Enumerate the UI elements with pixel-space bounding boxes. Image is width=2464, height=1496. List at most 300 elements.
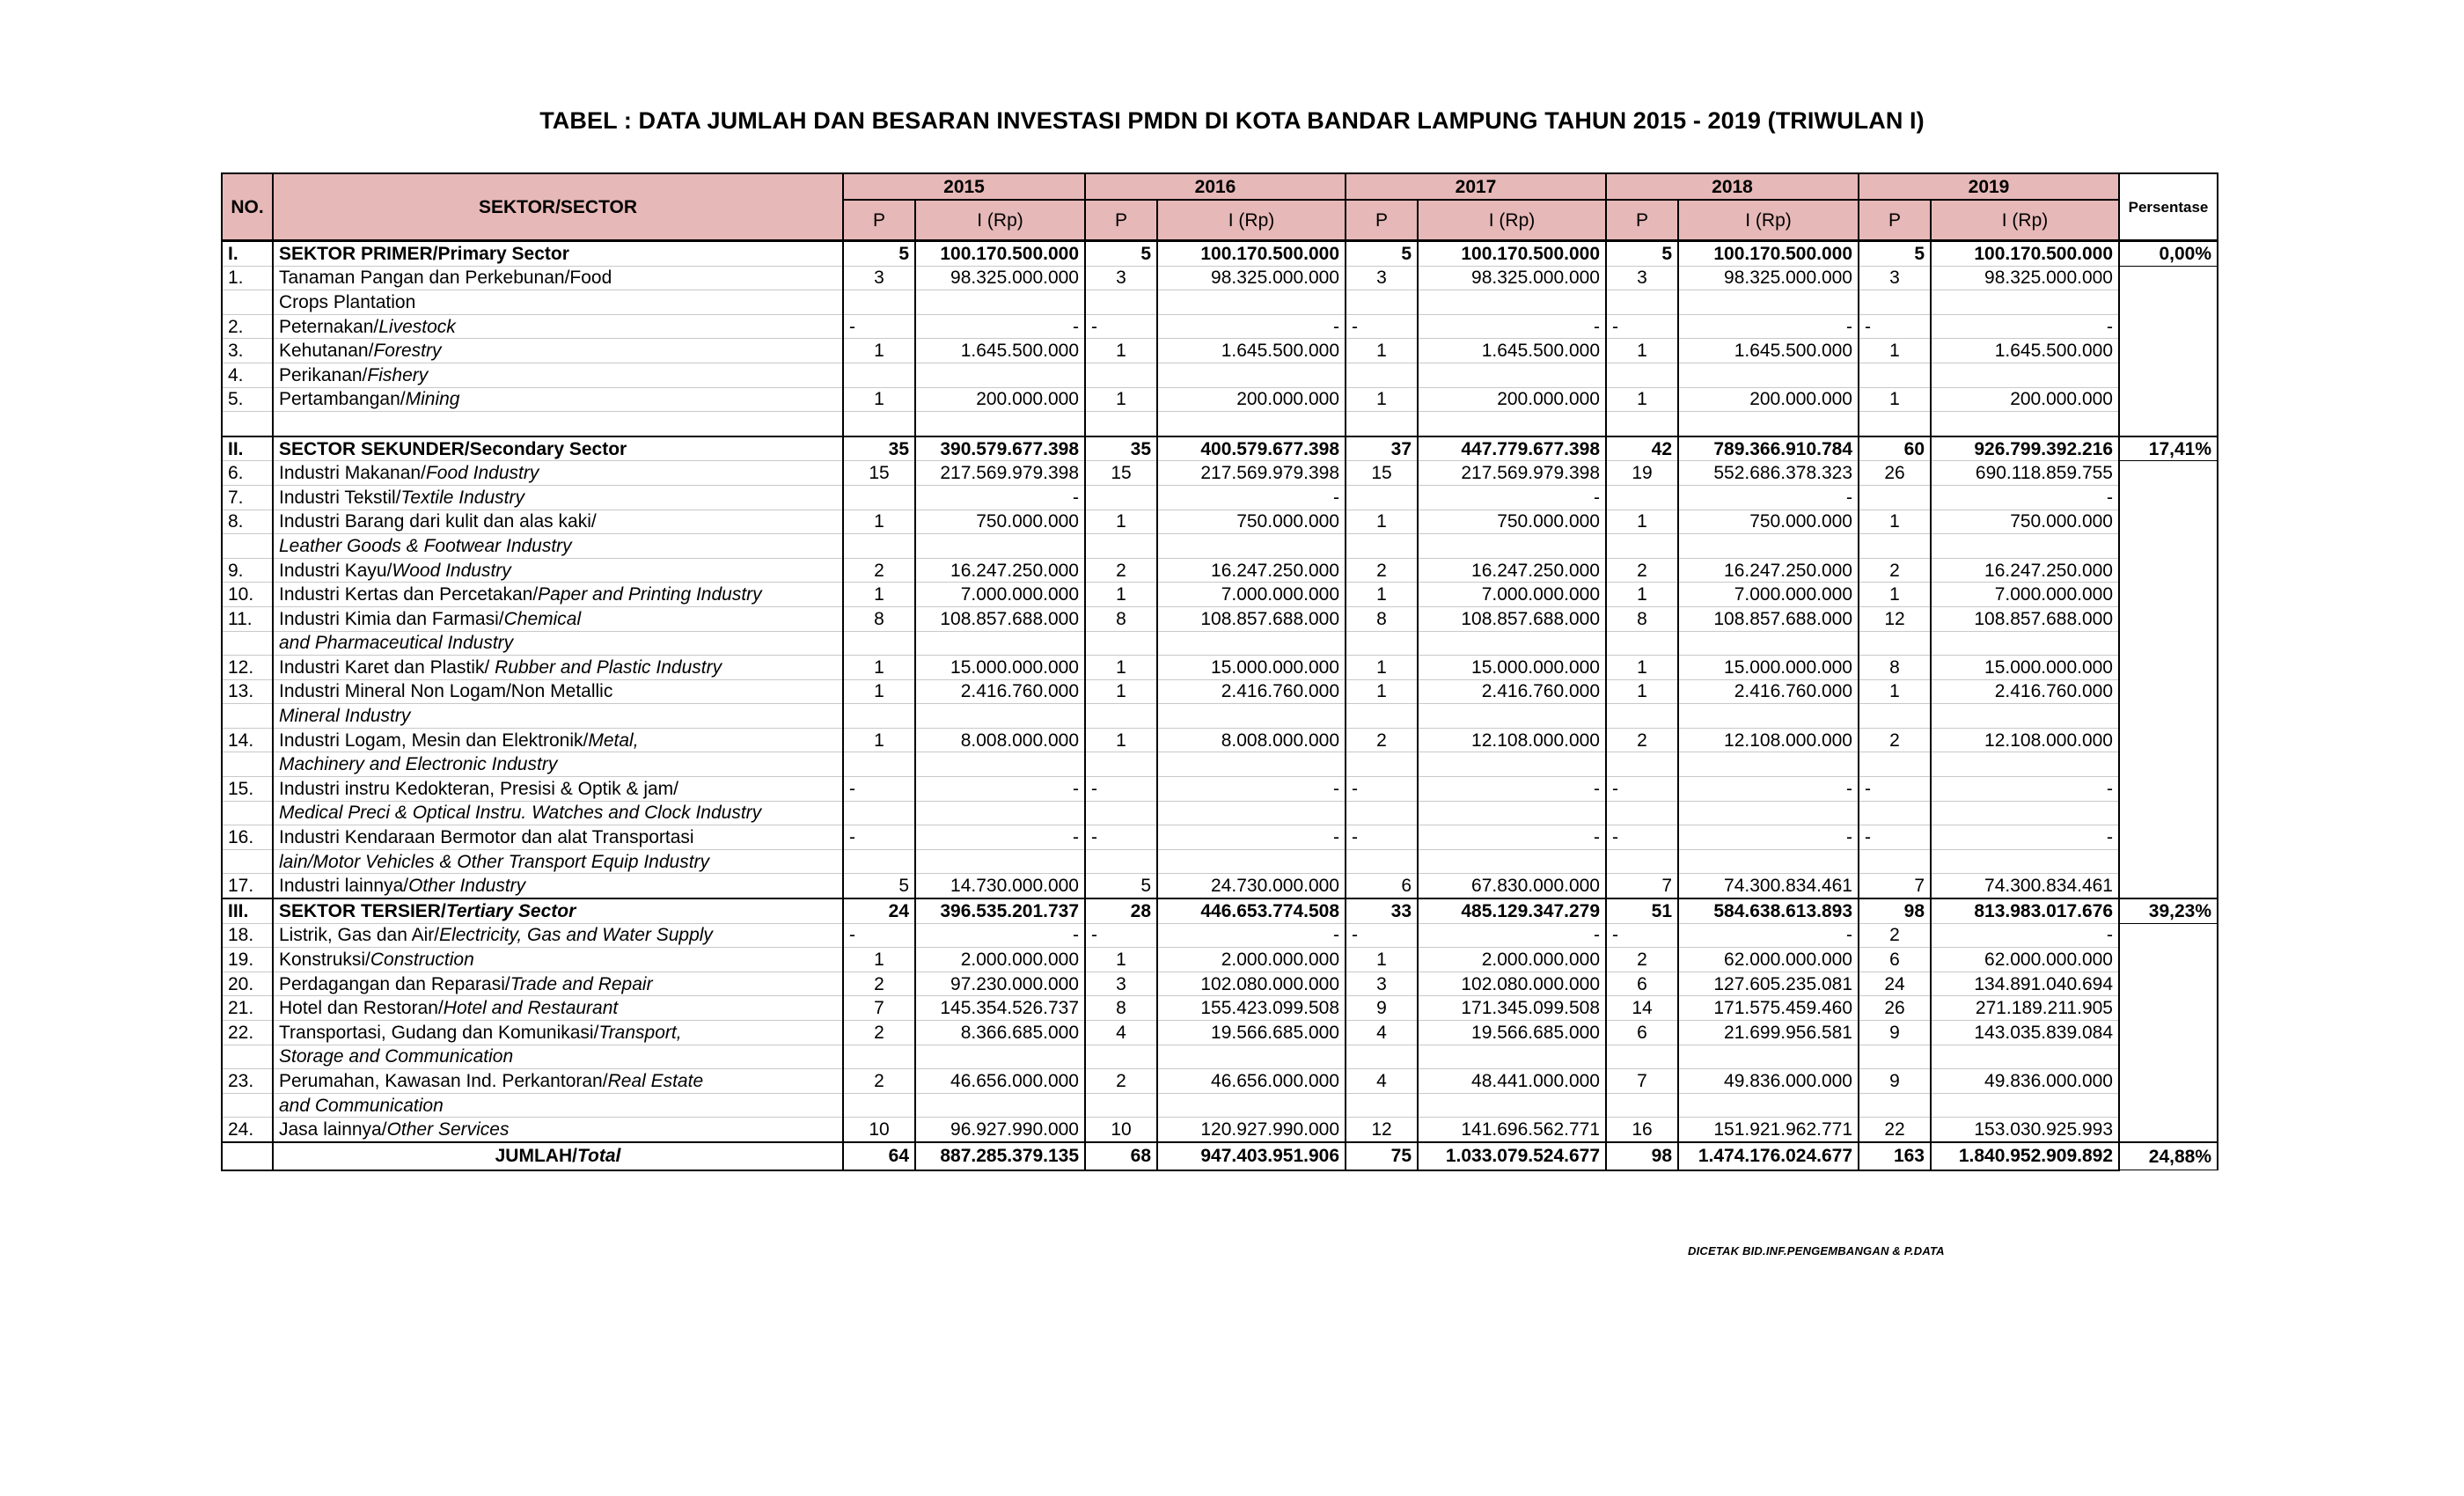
investment-value: 100.170.500.000 [1418,241,1606,267]
table-row [222,972,2218,996]
project-count: 1 [1859,387,1931,412]
sector-label [273,874,843,898]
sector-label-english: Fishery [367,364,429,385]
investment-table [221,172,2218,1171]
project-count: 1 [1085,339,1157,363]
table-row [222,656,2218,680]
investment-value [1931,412,2119,436]
project-count [1859,290,1931,315]
investment-value: 2.000.000.000 [1157,948,1346,972]
project-count: 1 [1346,656,1418,680]
investment-value [1678,290,1859,315]
sector-label-english: Tertiary Sector [445,900,576,921]
row-number: II. [222,436,273,461]
investment-value: - [1931,314,2119,339]
sector-label-text: Perumahan, Kawasan Ind. Perkantoran/ [279,1070,608,1091]
row-number: 3. [222,339,273,363]
investment-value: 690.118.859.755 [1931,461,2119,486]
investment-value: 67.830.000.000 [1418,874,1606,898]
sector-label [273,996,843,1021]
total-blank [222,1142,273,1170]
investment-value: 7.000.000.000 [1678,583,1859,607]
sector-label-text: Industri Mineral Non Logam/Non Metallic [279,681,613,702]
investment-value: 16.247.250.000 [1418,558,1606,583]
project-count: 1 [843,728,915,752]
investment-value [915,801,1085,825]
percentage [2119,1045,2218,1069]
investment-value: 1.645.500.000 [1678,339,1859,363]
project-count: 1 [1859,679,1931,704]
table-row [222,485,2218,510]
row-number: 1. [222,266,273,290]
investment-value: - [915,485,1085,510]
project-count [1859,534,1931,559]
investment-value: - [915,314,1085,339]
investment-value: 120.927.990.000 [1157,1118,1346,1142]
investment-value: 46.656.000.000 [1157,1069,1346,1094]
project-count: 7 [843,996,915,1021]
project-count [1346,412,1418,436]
project-count: 1 [1085,679,1157,704]
sector-label-text: Industri Kertas dan Percetakan/ [279,584,539,605]
project-count: 1 [1085,948,1157,972]
investment-value [1157,849,1346,874]
investment-value [1418,631,1606,656]
printed-by-note: DICETAK BID.INF.PENGEMBANGAN & P.DATA [1688,1244,1945,1258]
investment-value: 100.170.500.000 [1157,241,1346,267]
investment-value [915,752,1085,777]
table-row [222,704,2218,729]
project-count [1346,290,1418,315]
project-count: 12 [1346,1118,1418,1142]
table-row [222,534,2218,559]
investment-value: 74.300.834.461 [1931,874,2119,898]
project-count: - [1606,923,1678,948]
row-number [222,1045,273,1069]
investment-value: 74.300.834.461 [1678,874,1859,898]
percentage [2119,996,2218,1021]
sector-label [273,704,843,729]
sector-label [273,241,843,267]
investment-value: 200.000.000 [915,387,1085,412]
project-count: 26 [1859,461,1931,486]
investment-value [1157,704,1346,729]
sector-label-text: Tanaman Pangan dan Perkebunan/Food [279,268,612,289]
investment-value [1157,412,1346,436]
investment-value: - [1931,777,2119,802]
sector-label-text: Industri instru Kedokteran, Presisi & Optik & jam/ [279,778,679,799]
project-count [1606,631,1678,656]
project-count [1606,290,1678,315]
investment-value: 100.170.500.000 [1678,241,1859,267]
investment-value: - [1931,825,2119,850]
project-count: 5 [1859,241,1931,267]
investment-value [1157,1045,1346,1069]
sector-label [273,266,843,290]
investment-value: 21.699.956.581 [1678,1021,1859,1045]
investment-value: 552.686.378.323 [1678,461,1859,486]
project-count [1085,485,1157,510]
project-count: 2 [1346,558,1418,583]
sector-label [273,679,843,704]
table-row [222,461,2218,486]
project-count: 5 [843,874,915,898]
project-count [1606,1093,1678,1118]
project-count: 1 [1859,510,1931,534]
investment-value: 926.799.392.216 [1931,436,2119,461]
sector-label-english: Leather Goods & Footwear Industry [279,535,572,556]
investment-value: 750.000.000 [1931,510,2119,534]
header-year: 2015 [843,173,1085,200]
project-count: 15 [843,461,915,486]
project-count: 2 [1606,728,1678,752]
row-number: 6. [222,461,273,486]
project-count [843,1093,915,1118]
sector-label-text: Industri Barang dari kulit dan alas kaki/ [279,511,597,532]
investment-value: 100.170.500.000 [915,241,1085,267]
investment-value: - [1157,825,1346,850]
investment-value: 447.779.677.398 [1418,436,1606,461]
sector-label-text: Transportasi, Gudang dan Komunikasi/ [279,1022,599,1043]
project-count: 7 [1859,874,1931,898]
sector-label-english: Mining [405,389,460,410]
investment-value: - [1157,314,1346,339]
header-p: P [1346,200,1418,241]
investment-value: - [1931,923,2119,948]
project-count: 9 [1859,1021,1931,1045]
project-count [1859,412,1931,436]
investment-value [1678,534,1859,559]
investment-value: 1.645.500.000 [1418,339,1606,363]
sector-label-english: Real Estate [607,1070,704,1091]
sector-label [273,1045,843,1069]
project-count: 6 [1859,948,1931,972]
row-number: 24. [222,1118,273,1142]
project-count: 1 [1606,679,1678,704]
table-row [222,923,2218,948]
investment-value: - [1157,485,1346,510]
table-row [222,387,2218,412]
investment-value [1418,752,1606,777]
project-count [843,704,915,729]
sector-label-english: Wood Industry [392,560,511,581]
row-number [222,849,273,874]
project-count: 2 [1606,948,1678,972]
row-number: III. [222,898,273,923]
percentage [2119,801,2218,825]
project-count: - [1606,825,1678,850]
row-number: 22. [222,1021,273,1045]
project-count: 15 [1346,461,1418,486]
investment-value: 2.416.760.000 [1157,679,1346,704]
row-number: 15. [222,777,273,802]
project-count: - [1346,923,1418,948]
row-number [222,290,273,315]
project-count [843,485,915,510]
sector-label [273,728,843,752]
sector-label [273,485,843,510]
percentage [2119,948,2218,972]
project-count: 22 [1859,1118,1931,1142]
investment-value [1418,363,1606,387]
table-header [222,173,2218,241]
investment-value [915,363,1085,387]
total-project-count: 98 [1606,1142,1678,1170]
row-number: 7. [222,485,273,510]
sector-label [273,290,843,315]
investment-value [1678,412,1859,436]
investment-value: 2.416.760.000 [1418,679,1606,704]
investment-value: - [1418,777,1606,802]
table-row [222,1045,2218,1069]
row-number [222,1093,273,1118]
percentage [2119,825,2218,850]
investment-value: 750.000.000 [1678,510,1859,534]
total-project-count: 163 [1859,1142,1931,1170]
sector-label-english: and Pharmaceutical Industry [279,633,514,654]
percentage [2119,606,2218,631]
sector-label [273,339,843,363]
project-count: 1 [1346,679,1418,704]
investment-value: 2.416.760.000 [1931,679,2119,704]
project-count [1859,704,1931,729]
investment-value: 396.535.201.737 [915,898,1085,923]
percentage [2119,485,2218,510]
project-count: 3 [1346,266,1418,290]
investment-value: 19.566.685.000 [1418,1021,1606,1045]
project-count: - [843,825,915,850]
project-count: 3 [1606,266,1678,290]
investment-value: 141.696.562.771 [1418,1118,1606,1142]
header-percent: Persentase [2119,173,2218,241]
investment-value [1931,631,2119,656]
sector-label-english: Metal, [588,730,639,751]
percentage [2119,972,2218,996]
project-count [1606,485,1678,510]
project-count [1346,849,1418,874]
investment-value: 15.000.000.000 [1678,656,1859,680]
investment-value: - [1418,485,1606,510]
project-count: 35 [1085,436,1157,461]
percentage [2119,387,2218,412]
investment-value: 19.566.685.000 [1157,1021,1346,1045]
sector-label-text: Industri Logam, Mesin dan Elektronik/ [279,730,589,751]
project-count: - [1859,314,1931,339]
investment-value [1678,704,1859,729]
sector-label-english: Paper and Printing Industry [538,584,762,605]
sector-label [273,1118,843,1142]
project-count: 5 [1606,241,1678,267]
investment-value: 750.000.000 [1418,510,1606,534]
project-count [1346,1093,1418,1118]
table-row [222,412,2218,436]
sector-label-english: Chemical [503,608,582,629]
investment-value [1418,534,1606,559]
percentage [2119,874,2218,898]
investment-value: 7.000.000.000 [1418,583,1606,607]
header-p: P [843,200,915,241]
table-row [222,849,2218,874]
project-count: 33 [1346,898,1418,923]
project-count: - [1085,777,1157,802]
project-count [1346,752,1418,777]
investment-value: 1.645.500.000 [915,339,1085,363]
investment-value: 217.569.979.398 [915,461,1085,486]
investment-value: 813.983.017.676 [1931,898,2119,923]
project-count [843,1045,915,1069]
investment-value: 7.000.000.000 [1157,583,1346,607]
investment-value: - [1931,485,2119,510]
project-count: 2 [1085,1069,1157,1094]
investment-value: - [915,777,1085,802]
project-count: 2 [1859,728,1931,752]
project-count: 7 [1606,874,1678,898]
investment-value: 102.080.000.000 [1157,972,1346,996]
project-count: 1 [1346,583,1418,607]
investment-value: 217.569.979.398 [1157,461,1346,486]
investment-value: 2.416.760.000 [1678,679,1859,704]
investment-value: - [1418,314,1606,339]
project-count [1085,412,1157,436]
investment-value: 48.441.000.000 [1418,1069,1606,1094]
project-count [1859,752,1931,777]
section-row [222,241,2218,267]
sector-label-english: Livestock [378,316,456,337]
investment-value: 750.000.000 [1157,510,1346,534]
project-count: 12 [1859,606,1931,631]
investment-value [915,290,1085,315]
project-count: 5 [1346,241,1418,267]
table-row [222,752,2218,777]
investment-value: - [1157,777,1346,802]
investment-value: 171.345.099.508 [1418,996,1606,1021]
table-row [222,874,2218,898]
sector-label-english: Other Services [386,1119,510,1140]
table-row [222,583,2218,607]
sector-label [273,1069,843,1094]
project-count: 1 [1859,583,1931,607]
investment-value: 98.325.000.000 [1678,266,1859,290]
percentage [2119,583,2218,607]
project-count [1085,704,1157,729]
sector-label-english: Medical Preci & Optical Instru. Watches and Clock Industry [279,803,762,824]
percentage [2119,290,2218,315]
table-row [222,1093,2218,1118]
project-count [1859,1093,1931,1118]
investment-value [1418,1045,1606,1069]
sector-label-text: Peternakan/ [279,316,379,337]
investment-value: 127.605.235.081 [1678,972,1859,996]
investment-value: 15.000.000.000 [1418,656,1606,680]
project-count [1606,752,1678,777]
project-count: 3 [1346,972,1418,996]
header-i: I (Rp) [1678,200,1859,241]
project-count: 8 [1085,996,1157,1021]
percentage: 39,23% [2119,898,2218,923]
project-count: 3 [1859,266,1931,290]
investment-value: 62.000.000.000 [1931,948,2119,972]
percentage: 17,41% [2119,436,2218,461]
project-count: 1 [1606,656,1678,680]
project-count: 98 [1859,898,1931,923]
project-count: 1 [1606,339,1678,363]
project-count [1606,412,1678,436]
header-i: I (Rp) [1418,200,1606,241]
project-count [843,534,915,559]
investment-value: 98.325.000.000 [1157,266,1346,290]
investment-value: 153.030.925.993 [1931,1118,2119,1142]
project-count [843,801,915,825]
project-count: 1 [843,339,915,363]
sector-label-english: Electricity, Gas and Water Supply [439,925,713,946]
sector-label [273,314,843,339]
investment-value [1931,363,2119,387]
sector-label-text: Industri Kimia dan Farmasi/ [279,608,504,629]
sector-label-text: Kehutanan/ [279,341,374,362]
total-percentage: 24,88% [2119,1142,2218,1170]
investment-value: 485.129.347.279 [1418,898,1606,923]
percentage [2119,510,2218,534]
investment-value: 8.008.000.000 [1157,728,1346,752]
project-count [1859,1045,1931,1069]
investment-value [1418,1093,1606,1118]
row-number [222,412,273,436]
header-no: NO. [222,173,273,241]
table-row [222,290,2218,315]
investment-value: 62.000.000.000 [1678,948,1859,972]
investment-value [915,534,1085,559]
investment-value: - [1678,485,1859,510]
investment-value [1418,412,1606,436]
project-count: 2 [1859,558,1931,583]
total-investment-value: 887.285.379.135 [915,1142,1085,1170]
investment-value [1678,752,1859,777]
sector-label [273,1021,843,1045]
sector-label-text: Industri Kendaraan Bermotor dan alat Transportasi [279,827,694,848]
investment-value: 12.108.000.000 [1418,728,1606,752]
project-count [1859,801,1931,825]
project-count: 1 [1085,583,1157,607]
sector-label-english: lain/Motor Vehicles & Other Transport Equip Industry [279,851,710,872]
investment-value: 200.000.000 [1678,387,1859,412]
sector-label-english: Food Industry [425,463,539,484]
investment-value: 12.108.000.000 [1931,728,2119,752]
investment-value: - [1418,923,1606,948]
sector-label-text: Industri Karet dan Plastik/ [279,656,495,678]
investment-value: - [1678,777,1859,802]
project-count: 51 [1606,898,1678,923]
investment-value [1418,290,1606,315]
investment-value: 171.575.459.460 [1678,996,1859,1021]
investment-value: 200.000.000 [1931,387,2119,412]
project-count: 5 [843,241,915,267]
row-number: 14. [222,728,273,752]
investment-value [1931,1093,2119,1118]
investment-value [915,704,1085,729]
investment-value [915,849,1085,874]
table-row [222,510,2218,534]
table-row [222,339,2218,363]
project-count [1085,290,1157,315]
sector-label-text: Konstruksi/ [279,950,370,971]
investment-value [915,1093,1085,1118]
sector-label-text: Perikanan/ [279,364,368,385]
row-number [222,752,273,777]
section-row [222,436,2218,461]
table-row [222,1069,2218,1094]
investment-value: 750.000.000 [915,510,1085,534]
project-count [1085,849,1157,874]
